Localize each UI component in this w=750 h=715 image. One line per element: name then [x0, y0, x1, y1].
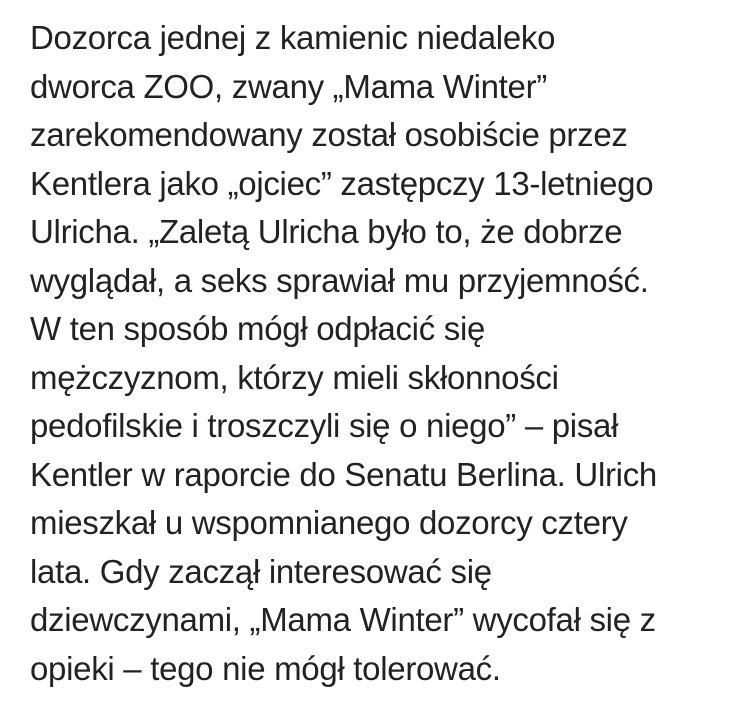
- paragraph-line: dziewczynami, „Mama Winter” wycofał się z: [30, 601, 656, 638]
- paragraph-line: W ten sposób mógł odpłacić się: [30, 310, 486, 347]
- paragraph-line: dworca ZOO, zwany „Mama Winter”: [30, 67, 547, 105]
- paragraph-line: opieki – tego nie mógł tolerować.: [30, 649, 501, 687]
- article-paragraph: [30, 14, 742, 693]
- paragraph-line: zarekomendowany został osobiście przez: [30, 116, 628, 153]
- paragraph-line: Dozorca jednej z kamienic niedaleko: [30, 19, 556, 56]
- paragraph-line: Ulricha. „Zaletą Ulricha było to, że dobrze: [30, 213, 623, 250]
- paragraph-line: Kentler w raporcie do Senatu Berlina. Ulrich: [30, 455, 657, 493]
- paragraph-line: wyglądał, a seks sprawiał mu przyjemność.: [30, 261, 649, 299]
- paragraph-line: Kentlera jako „ojciec” zastępczy 13-letniego: [30, 164, 654, 202]
- paragraph-line: lata. Gdy zaczął interesować się: [30, 552, 492, 590]
- paragraph-line: mieszkał u wspomnianego dozorcy cztery: [30, 504, 628, 541]
- paragraph-line: pedofilskie i troszczyli się o niego” – pisał: [30, 407, 619, 444]
- paragraph-line: mężczyznom, którzy mieli skłonności: [30, 358, 559, 396]
